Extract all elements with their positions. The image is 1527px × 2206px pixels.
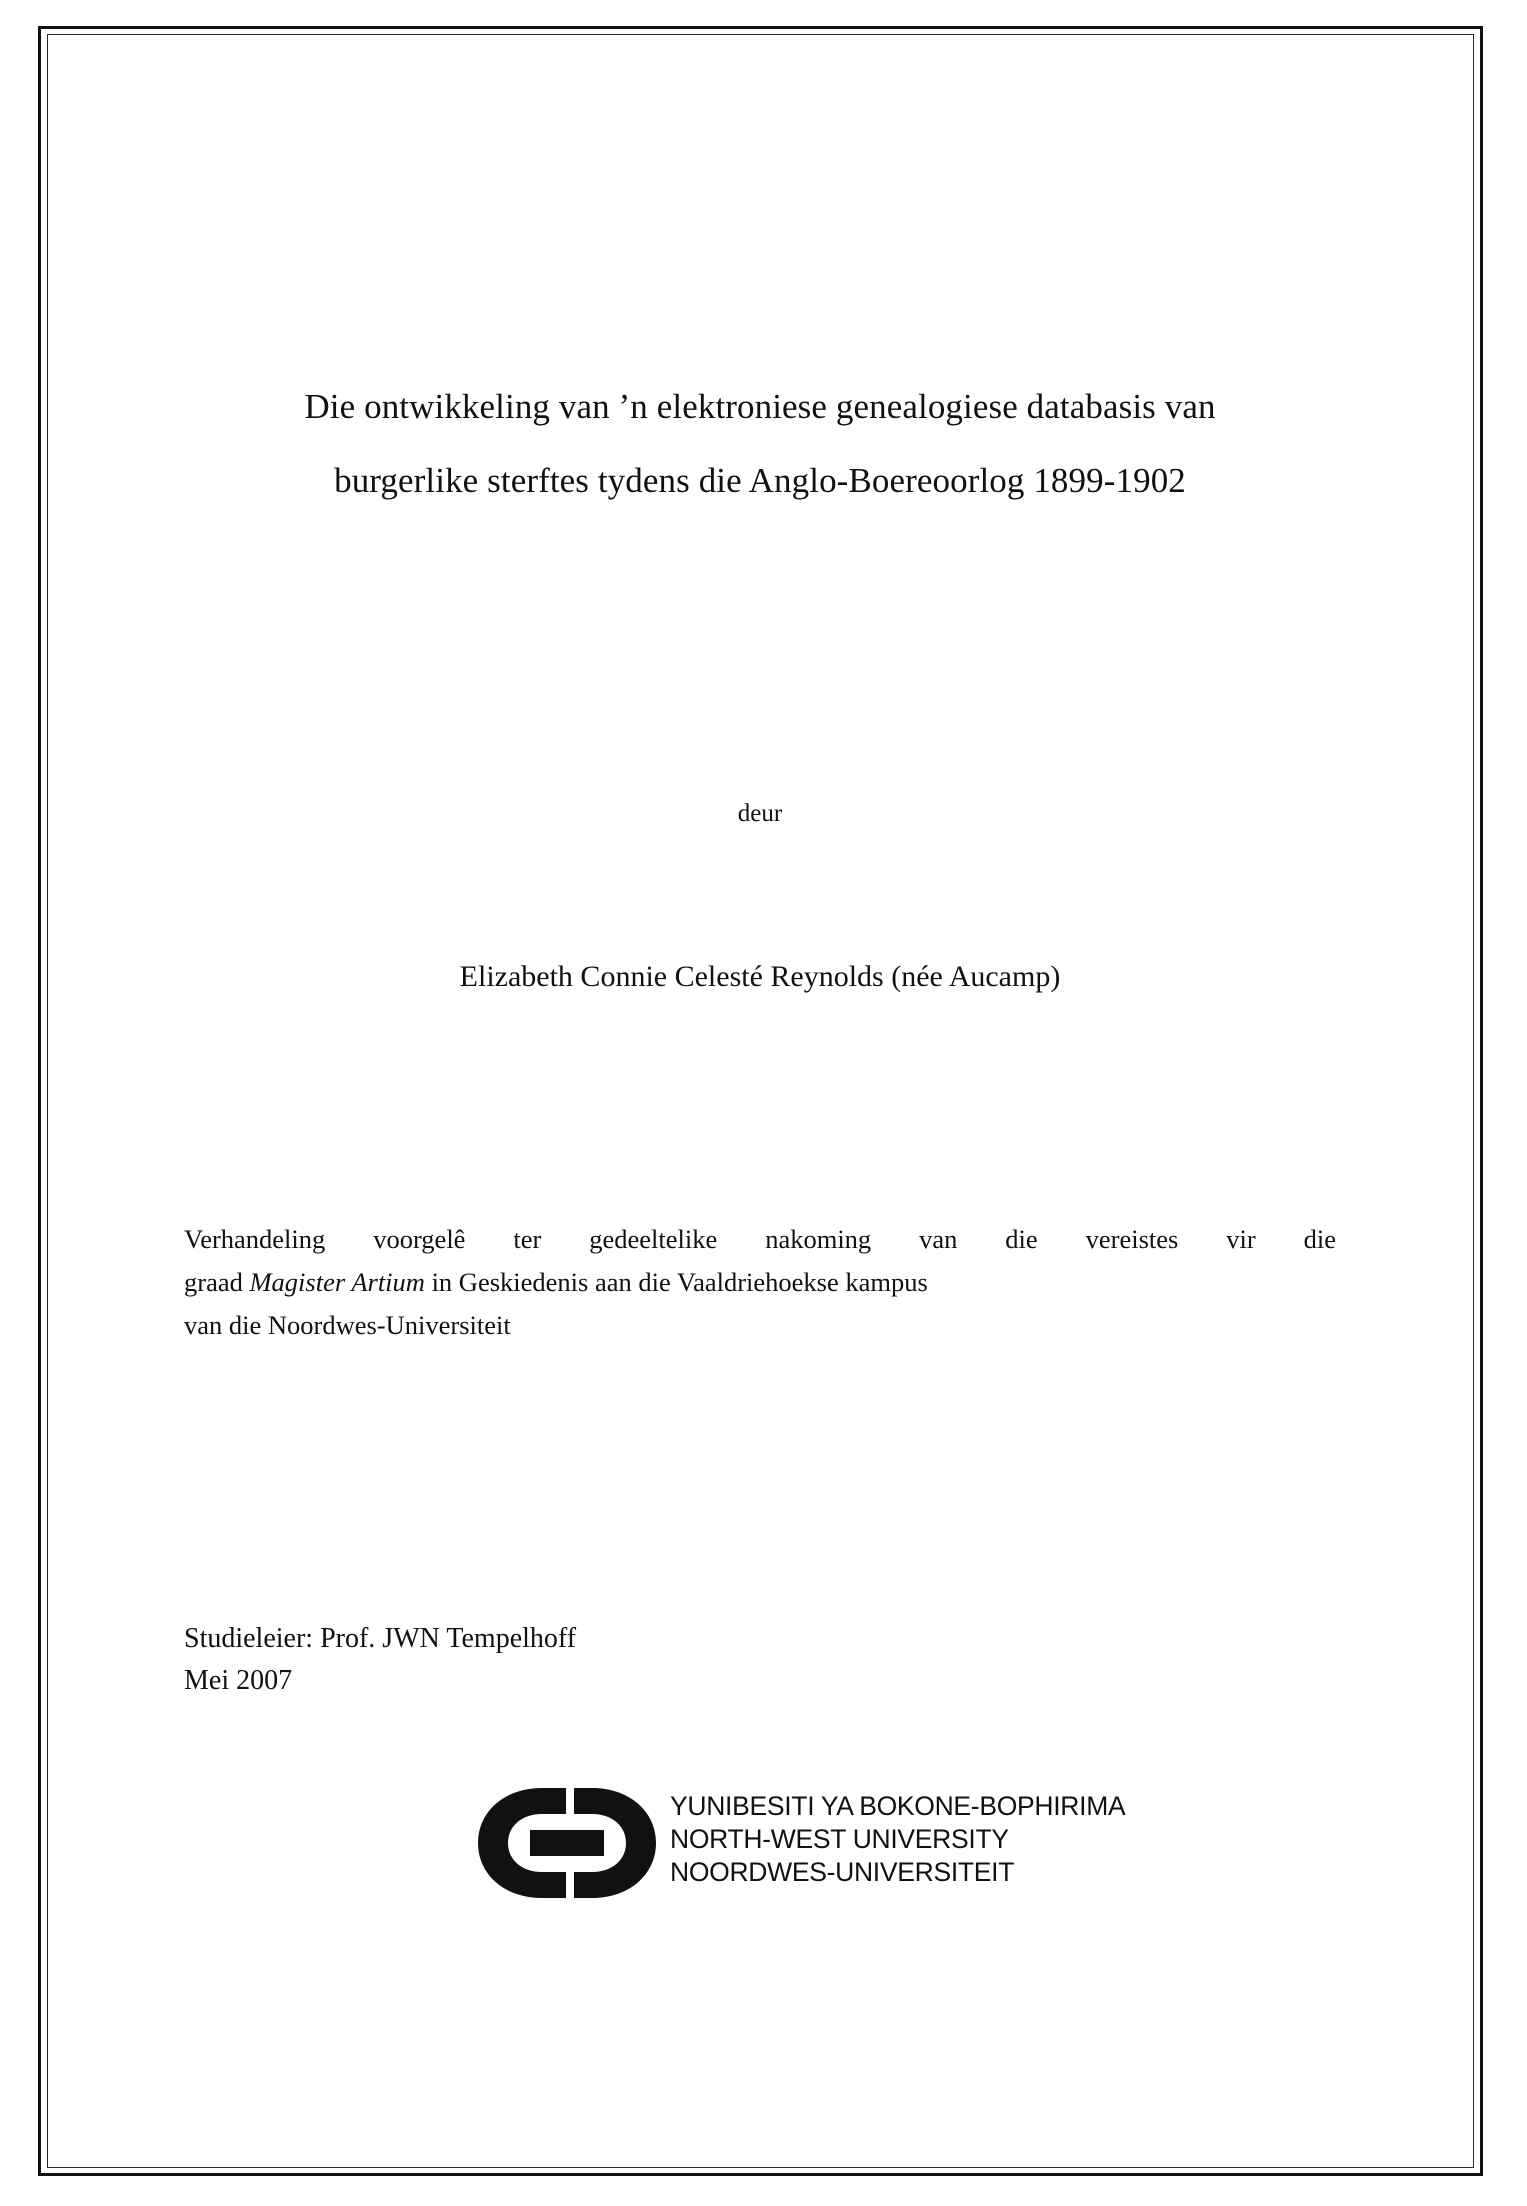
by-label: deur [737, 800, 783, 827]
page-title [180, 370, 1340, 518]
date-line: Mei 2007 [184, 1665, 293, 1696]
logo-text-line-1: YUNIBESITI YA BOKONE-BOPHIRIMA [670, 1791, 1126, 1821]
title-page-content [180, 0, 1340, 2206]
statement-line-2-pre: graad [184, 1267, 250, 1297]
statement-line-1: Verhandeling voorgelê ter gedeeltelike nakoming van die vereistes vir die [184, 1224, 1336, 1254]
logo-text-line-3: NOORDWES-UNIVERSITEIT [670, 1857, 1015, 1887]
logo-text-line-2: NORTH-WEST UNIVERSITY [670, 1824, 1009, 1854]
supervisor-block [184, 1618, 1084, 1702]
north-west-university-logo-icon [470, 1784, 665, 1902]
university-logo [470, 1782, 1126, 1912]
supervisor-line: Studieleier: Prof. JWN Tempelhoff [184, 1623, 577, 1654]
author-name: Elizabeth Connie Celesté Reynolds (née Aucamp) [459, 960, 1061, 993]
statement-line-3: van die Noordwes-Universiteit [184, 1310, 511, 1340]
statement-line-2 [184, 1261, 1336, 1304]
statement-line-2-post: in Geskiedenis aan die Vaaldriehoekse kampus [424, 1267, 928, 1297]
title-line-2: burgerlike sterftes tydens die Anglo-Boereoorlog 1899-1902 [334, 461, 1186, 500]
logo-text-block [670, 1790, 1125, 1889]
degree-name: Magister Artium [249, 1267, 425, 1297]
title-line-1: Die ontwikkeling van ’n elektroniese genealogiese databasis van [304, 387, 1216, 426]
degree-statement [184, 1218, 1336, 1347]
